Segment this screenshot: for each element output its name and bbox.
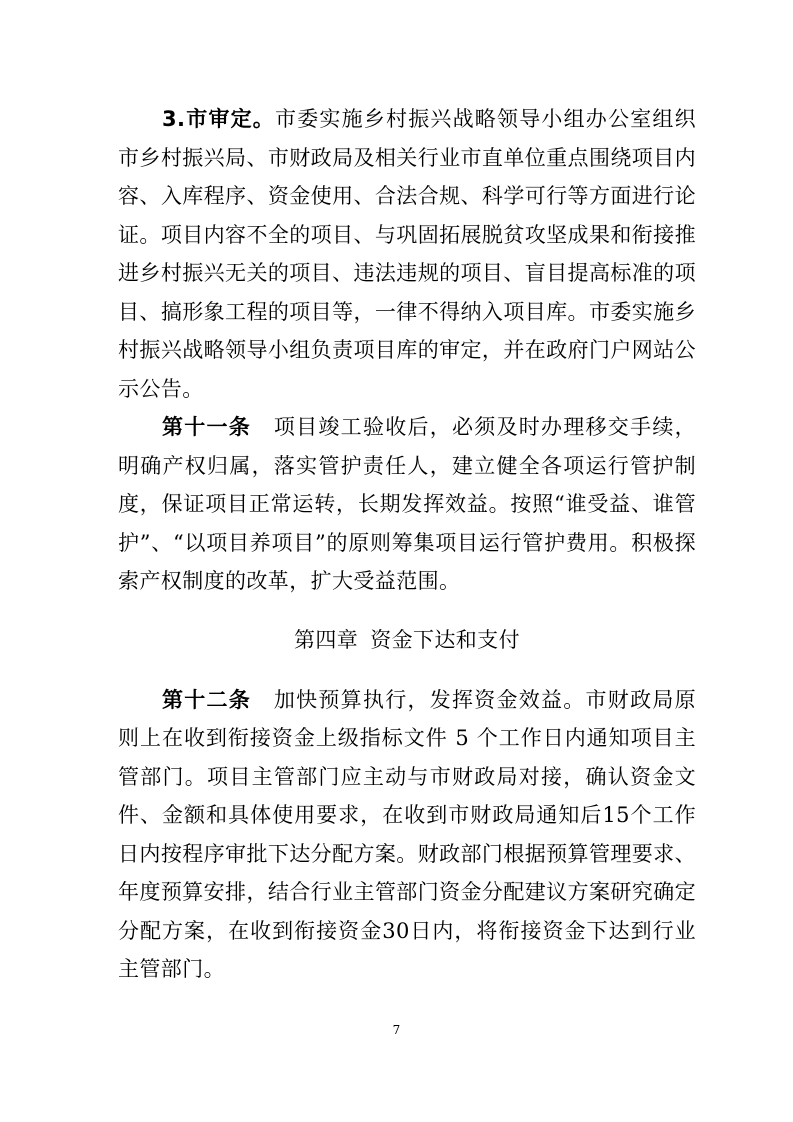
page-content <box>118 100 696 989</box>
article-12-paragraph <box>118 681 696 989</box>
section-3-heading: 3.市审定。 <box>162 107 275 131</box>
chapter-number: 第四章 <box>293 627 359 652</box>
chapter-title: 资金下达和支付 <box>370 627 520 652</box>
section-3-paragraph <box>118 100 696 408</box>
page-number: 7 <box>392 1023 401 1037</box>
article-11-heading: 第十一条 <box>162 415 252 439</box>
article-12-heading: 第十二条 <box>162 687 252 712</box>
chapter-heading <box>118 621 696 659</box>
article-11-body: 项目竣工验收后，必须及时办理移交手续，明确产权归属，落实管护责任人，建立健全各项运行管护制度，保证项目正常运转，长期发挥效益。按照“谁受益、谁管护”、“以项目养项目”的原则筹集项目运行管护费用。积极探索产权制度的改革，扩大受益范围。 <box>118 415 696 593</box>
article-11-paragraph <box>118 408 696 601</box>
article-12-body: 加快预算执行，发挥资金效益。市财政局原则上在收到衔接资金上级指标文件 5 个工作日内通知项目主管部门。项目主管部门应主动与市财政局对接，确认资金文件、金额和具体使用要求，在收到市财政局通知后15个工作日内按程序审批下达分配方案。财政部门根据预算管理要求、年度预算安排，结合行业主管部门资金分配建议方案研究确定分配方案，在收到衔接资金30日内，将衔接资金下达到行业主管部门。 <box>118 687 696 981</box>
section-3-body: 市委实施乡村振兴战略领导小组办公室组织市乡村振兴局、市财政局及相关行业市直单位重点围绕项目内容、入库程序、资金使用、合法合规、科学可行等方面进行论证。项目内容不全的项目、与巩固拓展脱贫攻坚成果和衔接推进乡村振兴无关的项目、违法违规的项目、盲目提高标准的项目、搞形象工程的项目等，一律不得纳入项目库。市委实施乡村振兴战略领导小组负责项目库的审定，并在政府门户网站公示公告。 <box>118 107 696 401</box>
